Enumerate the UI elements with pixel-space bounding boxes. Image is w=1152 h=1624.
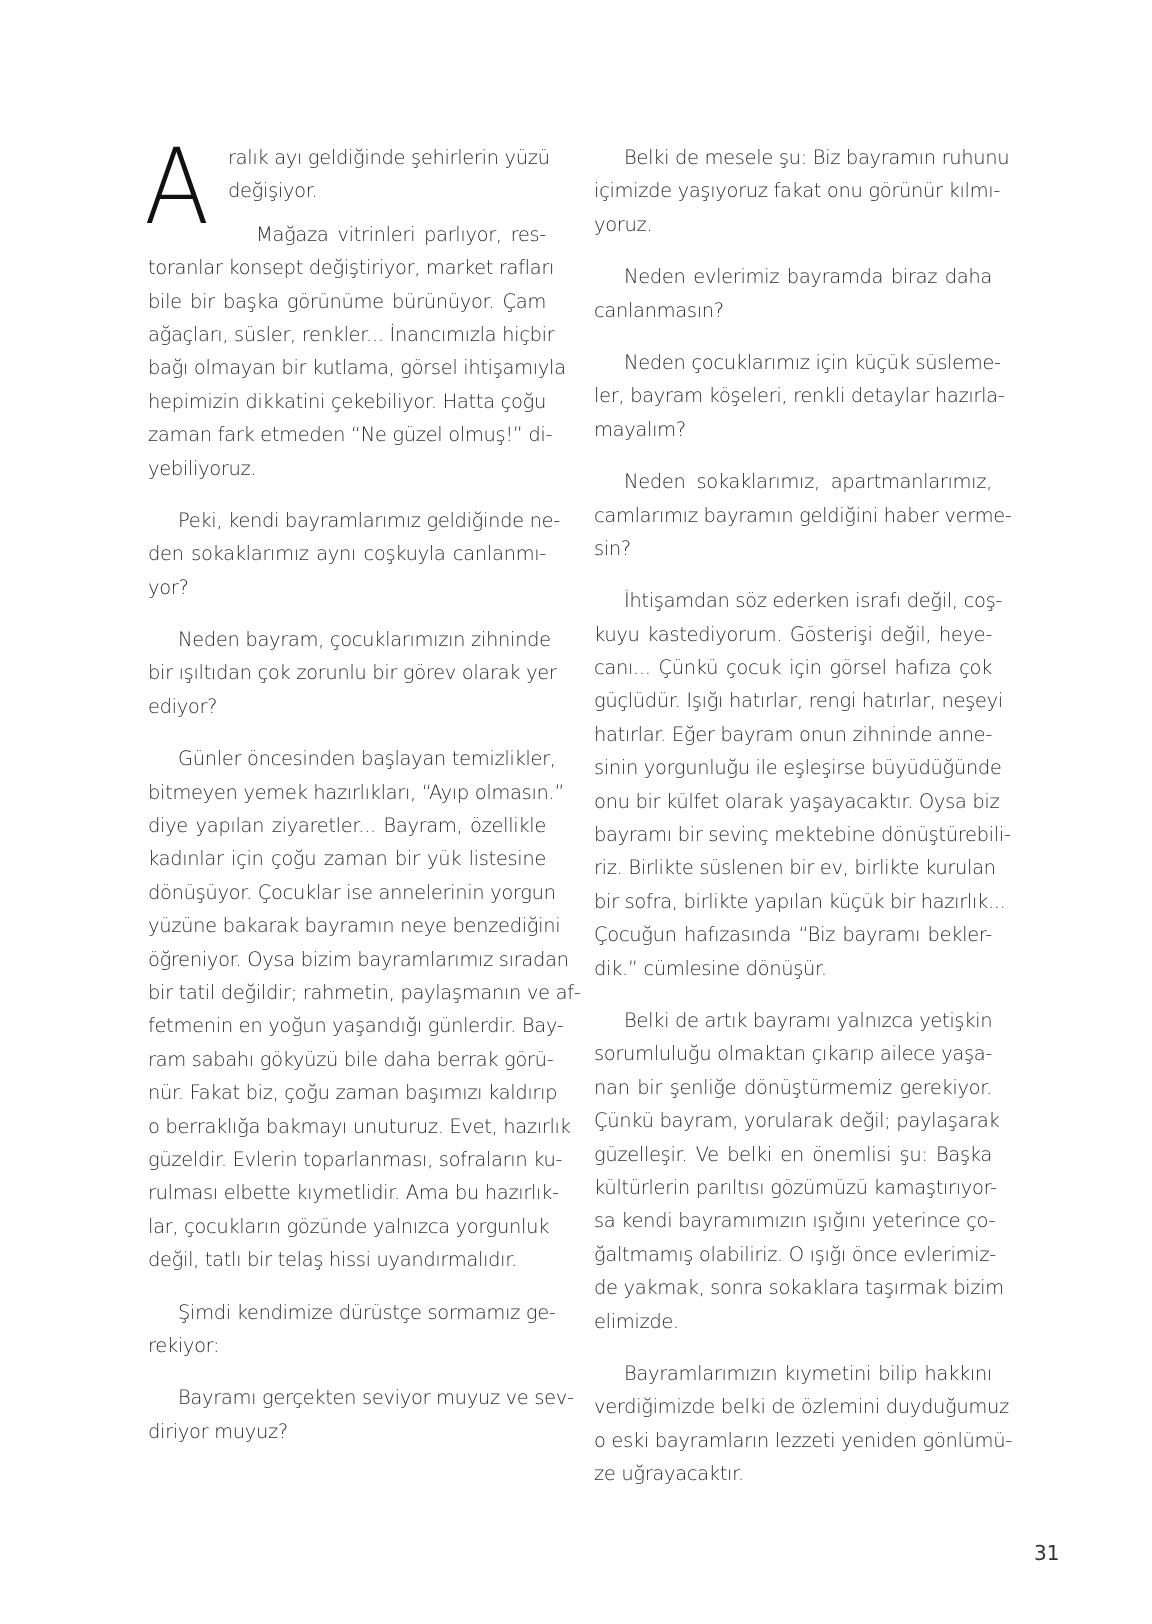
text-line: rulması elbette kıymetlidir. Ama bu hazırlık- xyxy=(148,1181,559,1205)
paragraph xyxy=(148,218,566,485)
text-line: hatırlar. Eğer bayram onun zihninde anne- xyxy=(594,722,992,746)
text-line: den sokaklarımız aynı coşkuyla canlanmı- xyxy=(148,542,546,566)
paragraph xyxy=(148,1381,574,1448)
text-line: ediyor? xyxy=(148,694,218,718)
text-line: camlarımız bayramın geldiğini haber verme- xyxy=(594,503,1012,527)
text-line: ram sabahı gökyüzü bile daha berrak görü- xyxy=(148,1047,554,1071)
text-line: nür. Fakat biz, çoğu zaman başımızı kaldırıp xyxy=(148,1081,558,1105)
text-line: onu bir külfet olarak yaşayacaktır. Oysa biz xyxy=(594,789,1000,813)
text-line: kuyu kastediyorum. Gösterişi değil, heye- xyxy=(594,622,992,646)
text-line: sin? xyxy=(594,536,631,560)
text-line: o eski bayramların lezzeti yeniden gönlümü- xyxy=(594,1428,1012,1452)
text-line: Neden çocuklarımız için küçük süsleme- xyxy=(624,350,1001,374)
text-line: bir tatil değildir; rahmetin, paylaşmanın ve af- xyxy=(148,980,581,1004)
text-line: içimizde yaşıyoruz fakat onu görünür kılmı- xyxy=(594,179,1000,203)
paragraph xyxy=(148,504,560,604)
text-line: yüzüne bakarak bayramın neye benzediğini xyxy=(148,914,561,938)
text-line: kadınlar için çoğu zaman bir yük listesine xyxy=(148,847,546,871)
paragraph xyxy=(594,465,1012,565)
text-line: Neden evlerimiz bayramda biraz daha xyxy=(624,265,992,289)
text-line: Bayramlarımızın kıymetini bilip hakkını xyxy=(624,1361,992,1385)
text-line: kültürlerin parıltısı gözümüzü kamaştırıyor- xyxy=(594,1175,997,1199)
paragraph xyxy=(148,742,581,1276)
text-line: riz. Birlikte süslenen bir ev, birlikte kurulan xyxy=(594,856,996,880)
paragraph xyxy=(594,1357,1012,1491)
text-line: ralık ayı geldiğinde şehirlerin yüzü xyxy=(228,146,550,169)
text-line: sinin yorgunluğu ile eşleşirse büyüdüğünde xyxy=(594,756,1002,780)
text-line: bayramı bir sevinç mektebine dönüştürebili- xyxy=(594,823,1011,847)
paragraph xyxy=(148,1296,556,1363)
text-line: güzelleşir. Ve belki en önemlisi şu: Başka xyxy=(594,1142,992,1166)
text-line: bile bir başka görünüme bürünüyor. Çam xyxy=(148,289,546,313)
text-line: yebiliyoruz. xyxy=(148,456,257,480)
text-line: sa kendi bayramımızın ışığını yeterince ço- xyxy=(594,1209,996,1233)
text-line: değişiyor. xyxy=(228,179,318,203)
text-line: o berraklığa bakmayı unuturuz. Evet, hazırlık xyxy=(148,1114,571,1138)
paragraph xyxy=(148,623,557,723)
text-line: Bayramı gerçekten seviyor muyuz ve sev- xyxy=(178,1386,574,1410)
paragraph xyxy=(594,584,1011,985)
text-line: bitmeyen yemek hazırlıkları, “Ayıp olmasın.” xyxy=(148,780,565,804)
text-line: dönüşüyor. Çocuklar ise annelerinin yorgun xyxy=(148,880,556,904)
text-line: dik.” cümlesine dönüşür. xyxy=(594,956,827,980)
text-line: nan bir şenliğe dönüştürmemiz gerekiyor. xyxy=(594,1075,992,1099)
text-line: lar, çocukların gözünde yalnızca yorgunluk xyxy=(148,1214,550,1238)
text-line: zaman fark etmeden “Ne güzel olmuş!” di- xyxy=(148,423,553,447)
right-column xyxy=(594,141,1012,1509)
page-number: 31 xyxy=(1034,1541,1060,1565)
text-line: Belki de artık bayramı yalnızca yetişkin xyxy=(624,1008,993,1032)
text-line: canlanmasın? xyxy=(594,298,724,322)
text-line: değil, tatlı bir telaş hissi uyandırmalıdır. xyxy=(148,1248,517,1272)
text-line: bağı olmayan bir kutlama, görsel ihtişamıyla xyxy=(148,356,566,380)
text-line: ze uğrayacaktır. xyxy=(594,1462,744,1486)
text-line: canı... Çünkü çocuk için görsel hafıza çok xyxy=(594,656,992,680)
text-line: güzeldir. Evlerin toparlanması, sofraların ku- xyxy=(148,1147,563,1171)
text-line: Neden sokaklarımız, apartmanlarımız, xyxy=(624,470,992,494)
paragraph xyxy=(594,1004,1004,1338)
text-line: İhtişamdan söz ederken israfı değil, coş- xyxy=(624,589,1003,613)
text-line: bir ışıltıdan çok zorunlu bir görev olarak yer xyxy=(148,661,557,685)
drop-cap: A xyxy=(144,126,210,248)
text-line: yoruz. xyxy=(594,212,653,236)
text-line: Mağaza vitrinleri parlıyor, res- xyxy=(256,222,546,246)
text-line: öğreniyor. Oysa bizim bayramlarımız sıradan xyxy=(148,947,569,971)
text-line: güçlüdür. Işığı hatırlar, rengi hatırlar, neşeyi xyxy=(594,689,1003,713)
text-line: yor? xyxy=(148,575,189,599)
text-line: ğaltmamış olabiliriz. O ışığı önce evlerimiz- xyxy=(594,1242,996,1266)
text-line: Şimdi kendimize dürüstçe sormamız ge- xyxy=(178,1300,556,1324)
text-line: mayalım? xyxy=(594,417,686,441)
text-line: ler, bayram köşeleri, renkli detaylar hazırla- xyxy=(594,384,1005,408)
paragraph xyxy=(594,346,1005,446)
text-line: ağaçları, süsler, renkler... İnancımızla hiçbir xyxy=(148,322,555,346)
text-line: rekiyor: xyxy=(148,1333,220,1357)
text-line: Günler öncesinden başlayan temizlikler, xyxy=(178,747,556,771)
text-line: verdiğimizde belki de özlemini duyduğumuz xyxy=(594,1395,1009,1419)
left-column xyxy=(144,126,581,1467)
text-line: Belki de mesele şu: Biz bayramın ruhunu xyxy=(624,146,1010,169)
text-line: diye yapılan ziyaretler... Bayram, özellikle xyxy=(148,814,546,838)
text-line: diriyor muyuz? xyxy=(148,1419,288,1443)
text-line: Neden bayram, çocuklarımızın zihninde xyxy=(178,628,551,652)
paragraph xyxy=(594,141,1010,241)
text-line: fetmenin en yoğun yaşandığı günlerdir. Bay- xyxy=(148,1014,564,1038)
text-line: de yakmak, sonra sokaklara taşırmak bizim xyxy=(594,1276,1004,1300)
text-line: Çünkü bayram, yorularak değil; paylaşarak xyxy=(594,1109,1000,1133)
text-line: Peki, kendi bayramlarımız geldiğinde ne- xyxy=(178,508,560,532)
text-line: sorumluluğu olmaktan çıkarıp ailece yaşa- xyxy=(594,1042,993,1066)
text-line: bir sofra, birlikte yapılan küçük bir hazırlık... xyxy=(594,889,1006,913)
text-line: Çocuğun hafızasında “Biz bayramı bekler- xyxy=(594,923,992,947)
paragraph xyxy=(594,260,992,327)
text-line: hepimizin dikkatini çekebiliyor. Hatta çoğu xyxy=(148,389,546,413)
text-line: elimizde. xyxy=(594,1309,679,1333)
text-line: toranlar konsept değiştiriyor, market rafları xyxy=(148,256,555,280)
